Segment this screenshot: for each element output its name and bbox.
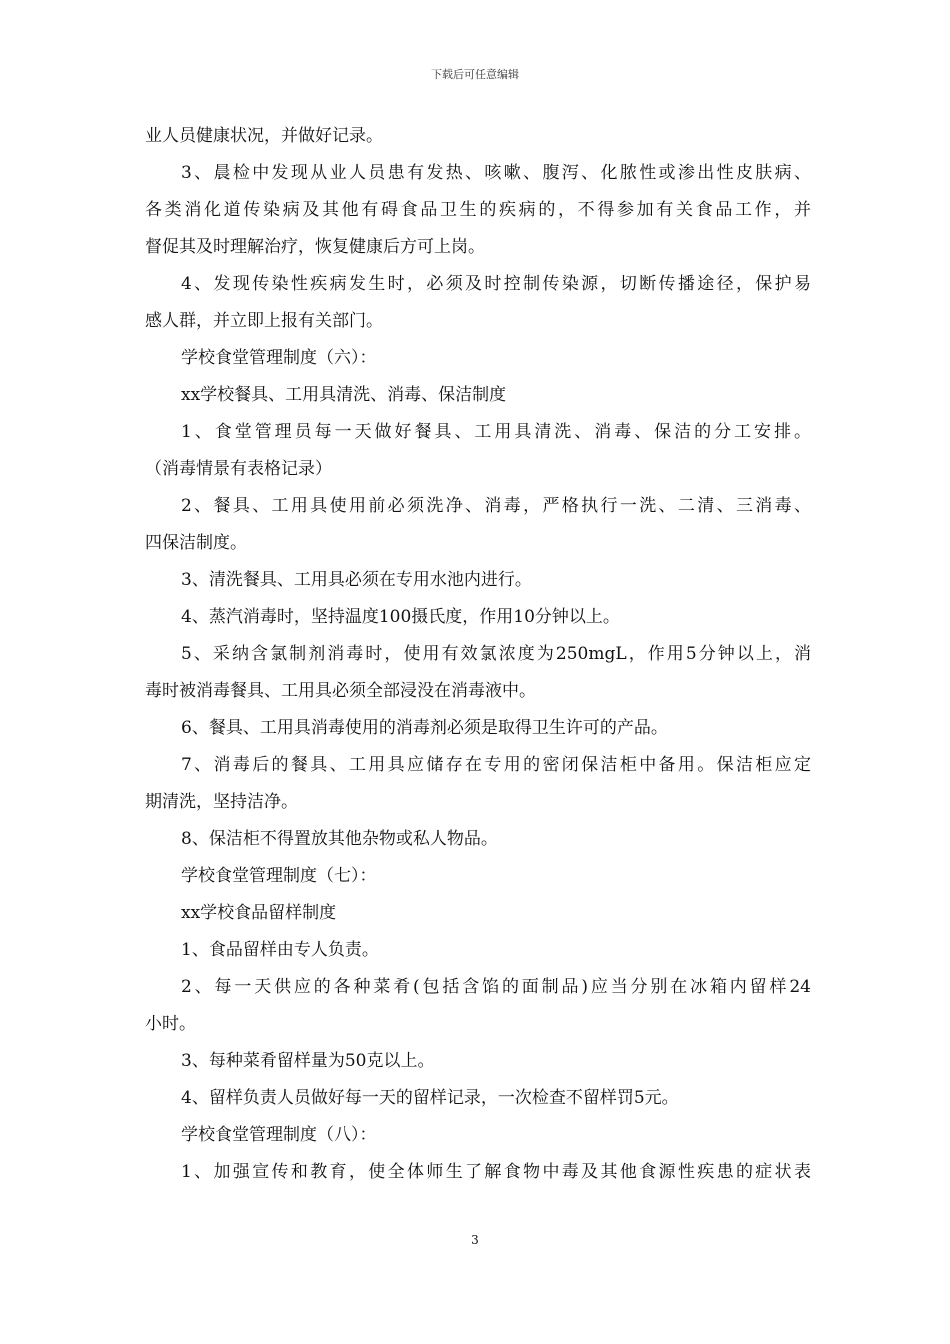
text-line: 6、餐具、工用具消毒使用的消毒剂必须是取得卫生许可的产品。	[181, 718, 668, 738]
page-header: 下载后可任意编辑	[431, 68, 519, 81]
text-line: 2、餐具、工用具使用前必须洗净、消毒，严格执行一洗、二清、三消毒、	[181, 496, 811, 516]
text-line: 期清洗，坚持洁净。	[145, 792, 298, 812]
text-line: 5、采纳含氯制剂消毒时，使用有效氯浓度为250mgL，作用5分钟以上，消	[181, 644, 811, 664]
text-line: 4、蒸汽消毒时，坚持温度100摄氏度，作用10分钟以上。	[181, 607, 620, 627]
section-title: xx学校食品留样制度	[181, 903, 337, 923]
text-line: 1、加强宣传和教育，使全体师生了解食物中毒及其他食源性疾患的症状表	[181, 1162, 811, 1182]
text-line: 3、晨检中发现从业人员患有发热、咳嗽、腹泻、化脓性或渗出性皮肤病、	[181, 163, 811, 183]
section-heading: 学校食堂管理制度（六）：	[181, 348, 377, 368]
text-line: 4、留样负责人员做好每一天的留样记录，一次检查不留样罚5元。	[181, 1088, 679, 1108]
section-title: xx学校餐具、工用具清洗、消毒、保洁制度	[181, 385, 507, 405]
document-body	[145, 118, 811, 1191]
page-number: 3	[471, 1233, 479, 1247]
text-line: 督促其及时理解治疗，恢复健康后方可上岗。	[145, 237, 485, 257]
section-heading: 学校食堂管理制度（七）：	[181, 866, 377, 886]
text-line: 3、清洗餐具、工用具必须在专用水池内进行。	[181, 570, 532, 590]
text-line: 感人群，并立即上报有关部门。	[145, 311, 383, 331]
text-line: 8、保洁柜不得置放其他杂物或私人物品。	[181, 829, 498, 849]
text-line: 7、消毒后的餐具、工用具应储存在专用的密闭保洁柜中备用。保洁柜应定	[181, 755, 811, 775]
text-line: 1、食品留样由专人负责。	[181, 940, 379, 960]
text-line: （消毒情景有表格记录）	[145, 459, 332, 479]
text-line: 四保洁制度。	[145, 533, 247, 553]
text-line: 业人员健康状况，并做好记录。	[145, 126, 383, 146]
text-line: 各类消化道传染病及其他有碍食品卫生的疾病的，不得参加有关食品工作，并	[145, 200, 811, 220]
text-line: 1、食堂管理员每一天做好餐具、工用具清洗、消毒、保洁的分工安排。	[181, 422, 811, 442]
text-line: 3、每种菜肴留样量为50克以上。	[181, 1051, 435, 1071]
text-line: 毒时被消毒餐具、工用具必须全部浸没在消毒液中。	[145, 681, 536, 701]
section-heading: 学校食堂管理制度（八）：	[181, 1125, 377, 1145]
text-line: 小时。	[145, 1014, 196, 1034]
text-line: 4、发现传染性疾病发生时，必须及时控制传染源，切断传播途径，保护易	[181, 274, 811, 294]
text-line: 2、每一天供应的各种菜肴(包括含馅的面制品)应当分别在冰箱内留样24	[181, 977, 811, 997]
